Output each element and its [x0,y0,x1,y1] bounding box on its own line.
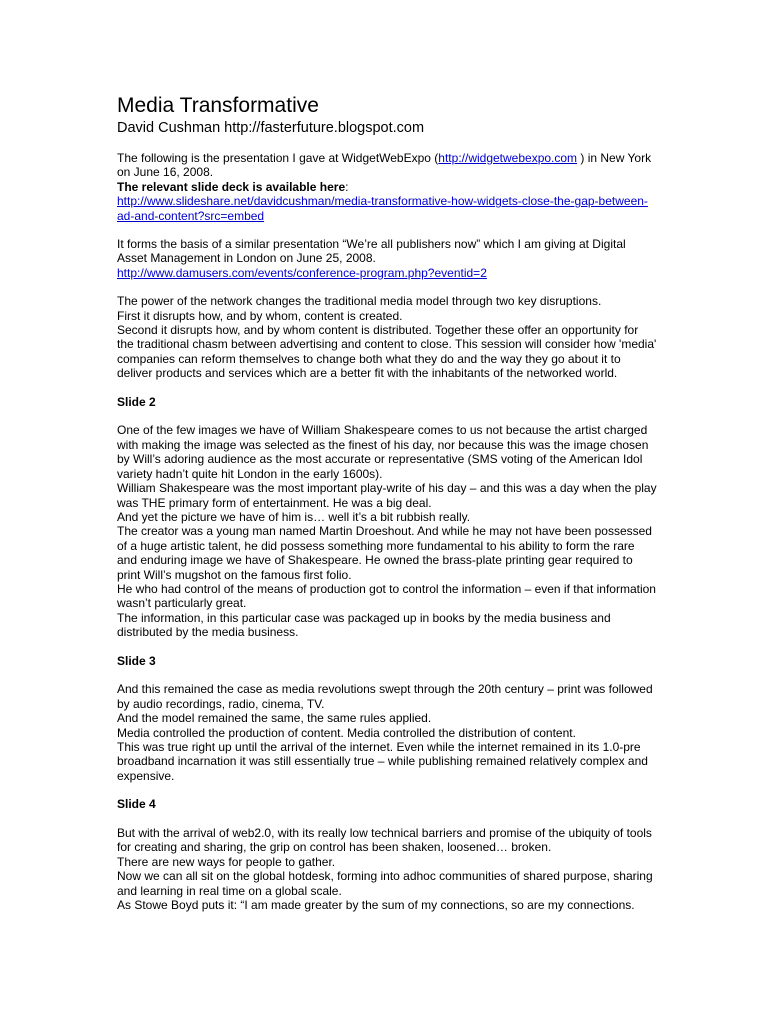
slide-2-line: And yet the picture we have of him is… well it’s a bit rubbish really. [117,509,471,524]
slide-4-heading: Slide 4 [117,797,156,812]
slide-4-line: There are new ways for people to gather. [117,854,336,869]
slide-4-line: But with the arrival of web2.0, with its really low technical barriers and promise of the ubiquity of tools for creating and sharing, the grip on control has been shaken, loosened… broken. [117,826,652,855]
intro-paragraph-3 [117,294,657,380]
dam-presentation-text: It forms the basis of a similar presentation “We’re all publishers now” which I am giving at Digital Asset Management in London on June 25, 2008. [117,237,626,266]
slide-deck-colon: : [345,179,349,194]
intro-text-a: The following is the presentation I gave at WidgetWebExpo ( [117,151,439,165]
widgetwebexpo-link[interactable]: http://widgetwebexpo.com [438,151,578,165]
document-title: Media Transformative [117,94,319,117]
slide-3-heading: Slide 3 [117,653,156,668]
slide-4-body [117,826,657,912]
network-power-line-3: Second it disrupts how, and by whom content is distributed. Together these offer an opportunity for the traditional chasm between advertising and content to close. This session will consider how 'media' companies can reform themselves to change both what they do and the way they go about it to deliver products and services which are a better fit with the inhabitants of the networked world. [117,323,657,381]
slide-2-body [117,423,657,639]
slide-deck-label: The relevant slide deck is available here [117,179,346,194]
slide-2-line: The information, in this particular case was packaged up in books by the media business and distributed by the media business. [117,610,611,640]
slide-2-line: He who had control of the means of production got to control the information – even if that information wasn’t particularly great. [117,581,656,611]
intro-text-b: ) in New York on June 16, 2008. [117,151,652,180]
slide-deck-link-line [117,194,657,223]
slide-2-line: The creator was a young man named Martin Droeshout. And while he may not have been possessed of a huge artistic talent, he did possess something more fundamental to his ability to form the rare and enduring image we have of Shakespeare. He owned the brass-plate printing gear required to print Will’s mugshot on the famous first folio. [117,524,652,582]
intro-paragraph-2 [117,237,657,280]
intro-text [117,151,657,180]
slide-2-line: One of the few images we have of William Shakespeare comes to us not because the artist charged with making the image was selected as the finest of his day, nor because this was the image chosen by Will’s adoring audience as the most accurate or representative (SMS voting of the American Idol variety hadn’t quite hit London in the early 1600s). [117,423,649,481]
slide-2-heading: Slide 2 [117,394,156,409]
document-subtitle: David Cushman http://fasterfuture.blogspot.com [117,120,425,136]
dam-link-line [117,266,657,280]
slide-3-body [117,682,657,783]
network-power-line-1: The power of the network changes the traditional media model through two key disruptions. [117,294,602,309]
slide-4-line: As Stowe Boyd puts it: “I am made greater by the sum of my connections, so are my connections. [117,898,635,913]
damusers-link[interactable]: http://www.damusers.com/events/conference-program.php?eventid=2 [117,265,487,280]
network-power-line-2: First it disrupts how, and by whom, content is created. [117,308,403,323]
intro-paragraph-1 [117,151,657,223]
slide-3-line: And this remained the case as media revolutions swept through the 20th century – print was followed by audio recordings, radio, cinema, TV. [117,682,653,711]
slide-4-line: Now we can all sit on the global hotdesk, forming into adhoc communities of shared purpose, sharing and learning in real time on a global scale. [117,869,653,898]
slide-3-line: This was true right up until the arrival of the internet. Even while the internet remained in its 1.0-pre broadband incarnation it was still essentially true – while publishing remained relatively complex and expensive. [117,740,648,783]
document-page [117,93,657,926]
slide-deck-line [117,180,657,194]
slide-3-line: And the model remained the same, the same rules applied. [117,711,432,726]
slideshare-link[interactable]: http://www.slideshare.net/davidcushman/media-transformative-how-widgets-close-the-gap-between-ad-and-content?src=embed [117,194,648,223]
slide-2-line: William Shakespeare was the most important play-write of his day – and this was a day when the play was THE primary form of entertainment. He was a big deal. [117,481,657,510]
slide-3-line: Media controlled the production of content. Media controlled the distribution of content. [117,725,576,740]
